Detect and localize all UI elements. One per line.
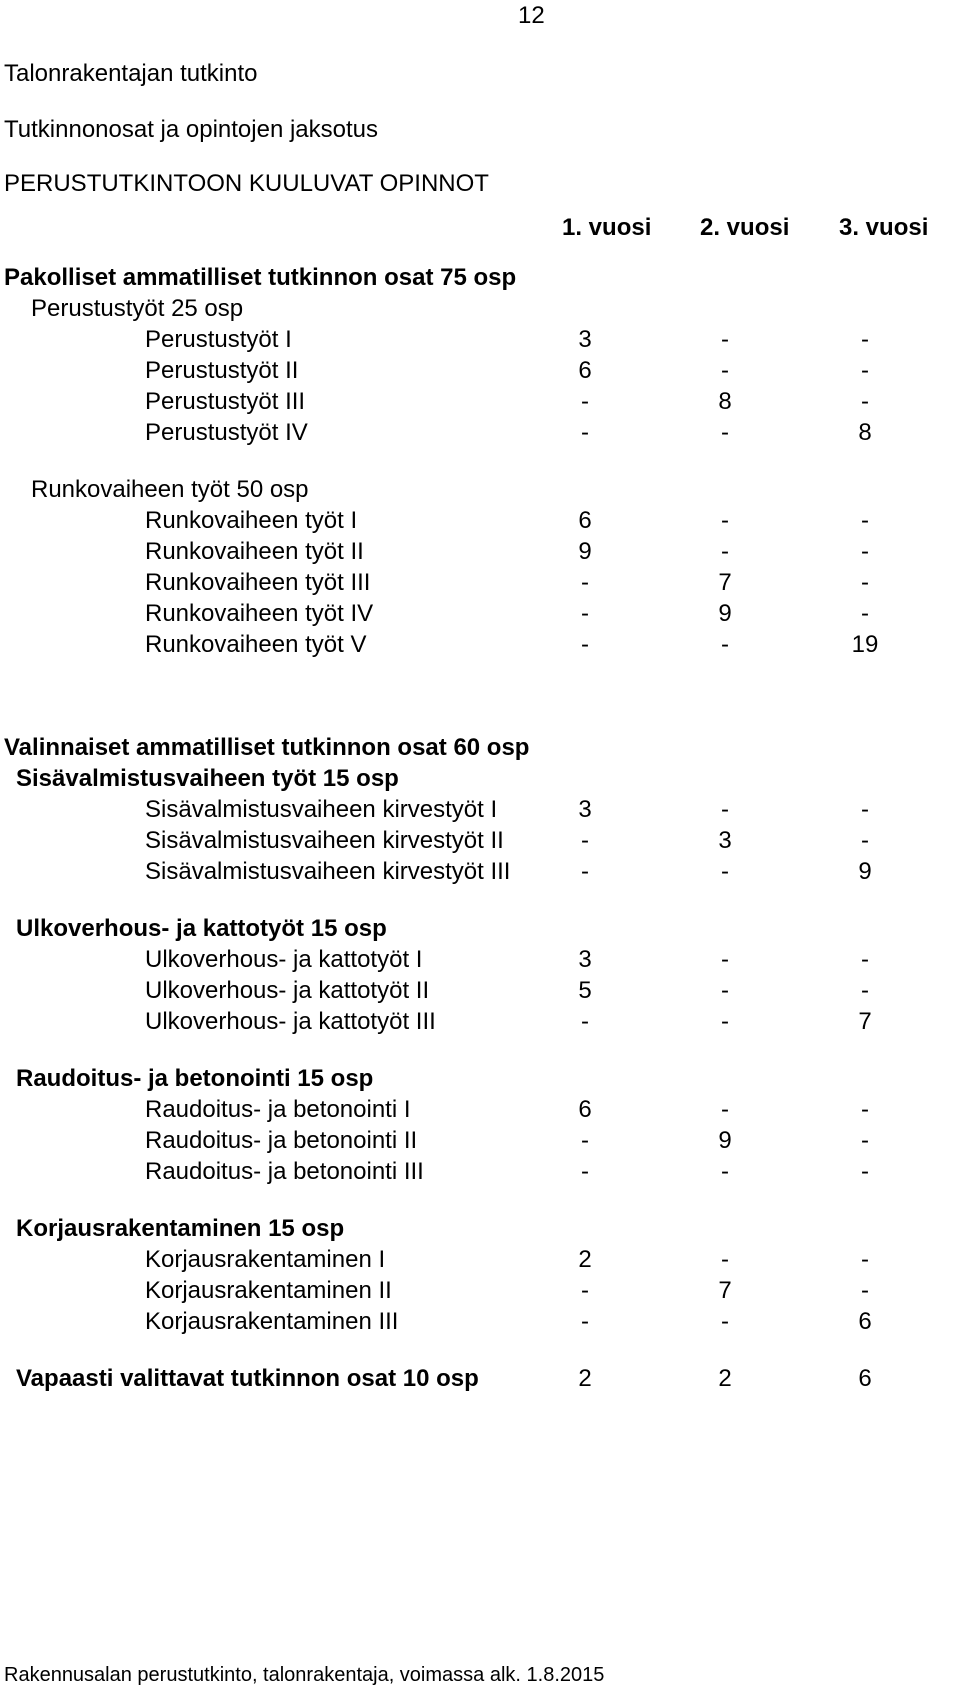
table-row [0,764,960,794]
row-label: Sisävalmistusvaiheen kirvestyöt III [145,858,511,885]
table-row [0,387,960,417]
table-row [0,976,960,1006]
row-label: Sisävalmistusvaiheen työt 15 osp [16,765,399,792]
year-1-value: - [581,827,589,854]
row-label: Raudoitus- ja betonointi I [145,1096,411,1123]
table-row [0,1364,960,1394]
year-2-value: 9 [718,1127,732,1154]
year-1-value: 6 [578,357,592,384]
year-3-value: 6 [858,1308,872,1335]
row-label: Perustustyöt 25 osp [31,295,244,322]
year-3-value: - [861,1158,869,1185]
year-3-value: - [861,326,869,353]
table-row [0,1157,960,1187]
row-label: Runkovaiheen työt V [145,631,367,658]
row-label: Runkovaiheen työt IV [145,600,374,627]
year-2-value: - [721,538,729,565]
table-row [0,857,960,887]
row-label: Ulkoverhous- ja kattotyöt II [145,977,430,1004]
year-1-value: - [581,1127,589,1154]
row-label: Ulkoverhous- ja kattotyöt I [145,946,423,973]
year-3-value: 8 [858,419,872,446]
table-row [0,599,960,629]
row-label: Ulkoverhous- ja kattotyöt III [145,1008,436,1035]
row-label: Sisävalmistusvaiheen kirvestyöt I [145,796,498,823]
year-3-value: - [861,1277,869,1304]
table-row [0,945,960,975]
year-1-value: 9 [578,538,592,565]
year-2-value: - [721,1308,729,1335]
row-label: Perustustyöt III [145,388,306,415]
row-label: Raudoitus- ja betonointi 15 osp [16,1065,374,1092]
table-row [0,733,960,763]
year-2-value: - [721,858,729,885]
year-2-value: - [721,977,729,1004]
table-row [0,294,960,324]
table-row [0,826,960,856]
year-2-value: 2 [718,1365,732,1392]
year-1-value: 3 [578,946,592,973]
year-2-value: - [721,1246,729,1273]
year-3-value: - [861,388,869,415]
year-header-2: 2. vuosi [700,214,790,241]
row-label: Pakolliset ammatilliset tutkinnon osat 75 osp [4,264,517,291]
table-row [0,325,960,355]
year-1-value: 5 [578,977,592,1004]
year-3-value: 6 [858,1365,872,1392]
year-1-value: - [581,388,589,415]
year-header-3: 3. vuosi [839,214,929,241]
year-1-value: - [581,600,589,627]
row-label: Runkovaiheen työt III [145,569,371,596]
year-1-value: - [581,631,589,658]
year-2-value: - [721,631,729,658]
year-3-value: 19 [851,631,879,658]
table-row [0,506,960,536]
year-3-value: - [861,946,869,973]
row-label: Korjausrakentaminen III [145,1308,399,1335]
year-1-value: 2 [578,1365,592,1392]
row-label: Raudoitus- ja betonointi II [145,1127,418,1154]
row-label: Ulkoverhous- ja kattotyöt 15 osp [16,915,387,942]
row-label: Perustustyöt IV [145,419,308,446]
table-row [0,1245,960,1275]
year-3-value: - [861,507,869,534]
year-3-value: - [861,796,869,823]
year-2-value: - [721,1096,729,1123]
year-3-value: - [861,827,869,854]
year-1-value: - [581,419,589,446]
table-row [0,537,960,567]
year-1-value: - [581,1158,589,1185]
year-2-value: - [721,326,729,353]
table-row [0,263,960,293]
row-label: Sisävalmistusvaiheen kirvestyöt II [145,827,504,854]
row-label: Runkovaiheen työt 50 osp [31,476,309,503]
document-subtitle: Tutkinnonosat ja opintojen jaksotus [4,116,379,143]
year-1-value: 2 [578,1246,592,1273]
year-3-value: - [861,977,869,1004]
row-label: Perustustyöt II [145,357,299,384]
table-row [0,356,960,386]
section-heading: PERUSTUTKINTOON KUULUVAT OPINNOT [4,170,489,197]
table-row [0,1007,960,1037]
table-row [0,914,960,944]
year-1-value: - [581,1277,589,1304]
year-3-value: - [861,538,869,565]
row-label: Raudoitus- ja betonointi III [145,1158,424,1185]
row-label: Runkovaiheen työt I [145,507,358,534]
year-2-value: - [721,1008,729,1035]
row-label: Korjausrakentaminen I [145,1246,386,1273]
year-1-value: - [581,569,589,596]
document-title: Talonrakentajan tutkinto [4,60,258,87]
year-3-value: 7 [858,1008,872,1035]
year-1-value: - [581,1008,589,1035]
year-1-value: 3 [578,326,592,353]
year-2-value: - [721,507,729,534]
year-2-value: 7 [718,569,732,596]
year-1-value: 6 [578,1096,592,1123]
year-3-value: - [861,1096,869,1123]
table-row [0,630,960,660]
year-2-value: 8 [718,388,732,415]
table-row [0,418,960,448]
year-3-value: - [861,569,869,596]
table-row [0,1064,960,1094]
table-row [0,1095,960,1125]
year-2-value: 3 [718,827,732,854]
table-row [0,1307,960,1337]
table-row [0,568,960,598]
table-row [0,1126,960,1156]
year-header-1: 1. vuosi [562,214,652,241]
year-2-value: - [721,357,729,384]
page-footer: Rakennusalan perustutkinto, talonrakentaja, voimassa alk. 1.8.2015 [4,1664,605,1686]
year-3-value: 9 [858,858,872,885]
year-2-value: - [721,1158,729,1185]
year-3-value: - [861,1127,869,1154]
year-2-value: - [721,419,729,446]
year-3-value: - [861,357,869,384]
year-1-value: - [581,1308,589,1335]
year-3-value: - [861,1246,869,1273]
row-label: Perustustyöt I [145,326,292,353]
year-2-value: - [721,946,729,973]
row-label: Valinnaiset ammatilliset tutkinnon osat 60 osp [4,734,530,761]
row-label: Korjausrakentaminen 15 osp [16,1215,345,1242]
row-label: Vapaasti valittavat tutkinnon osat 10 osp [16,1365,479,1392]
year-1-value: - [581,858,589,885]
table-row [0,795,960,825]
page-number: 12 [518,2,545,29]
year-2-value: 7 [718,1277,732,1304]
year-2-value: - [721,796,729,823]
table-row [0,1276,960,1306]
year-3-value: - [861,600,869,627]
table-row [0,1214,960,1244]
year-2-value: 9 [718,600,732,627]
year-1-value: 6 [578,507,592,534]
row-label: Runkovaiheen työt II [145,538,364,565]
table-row [0,475,960,505]
row-label: Korjausrakentaminen II [145,1277,392,1304]
year-1-value: 3 [578,796,592,823]
